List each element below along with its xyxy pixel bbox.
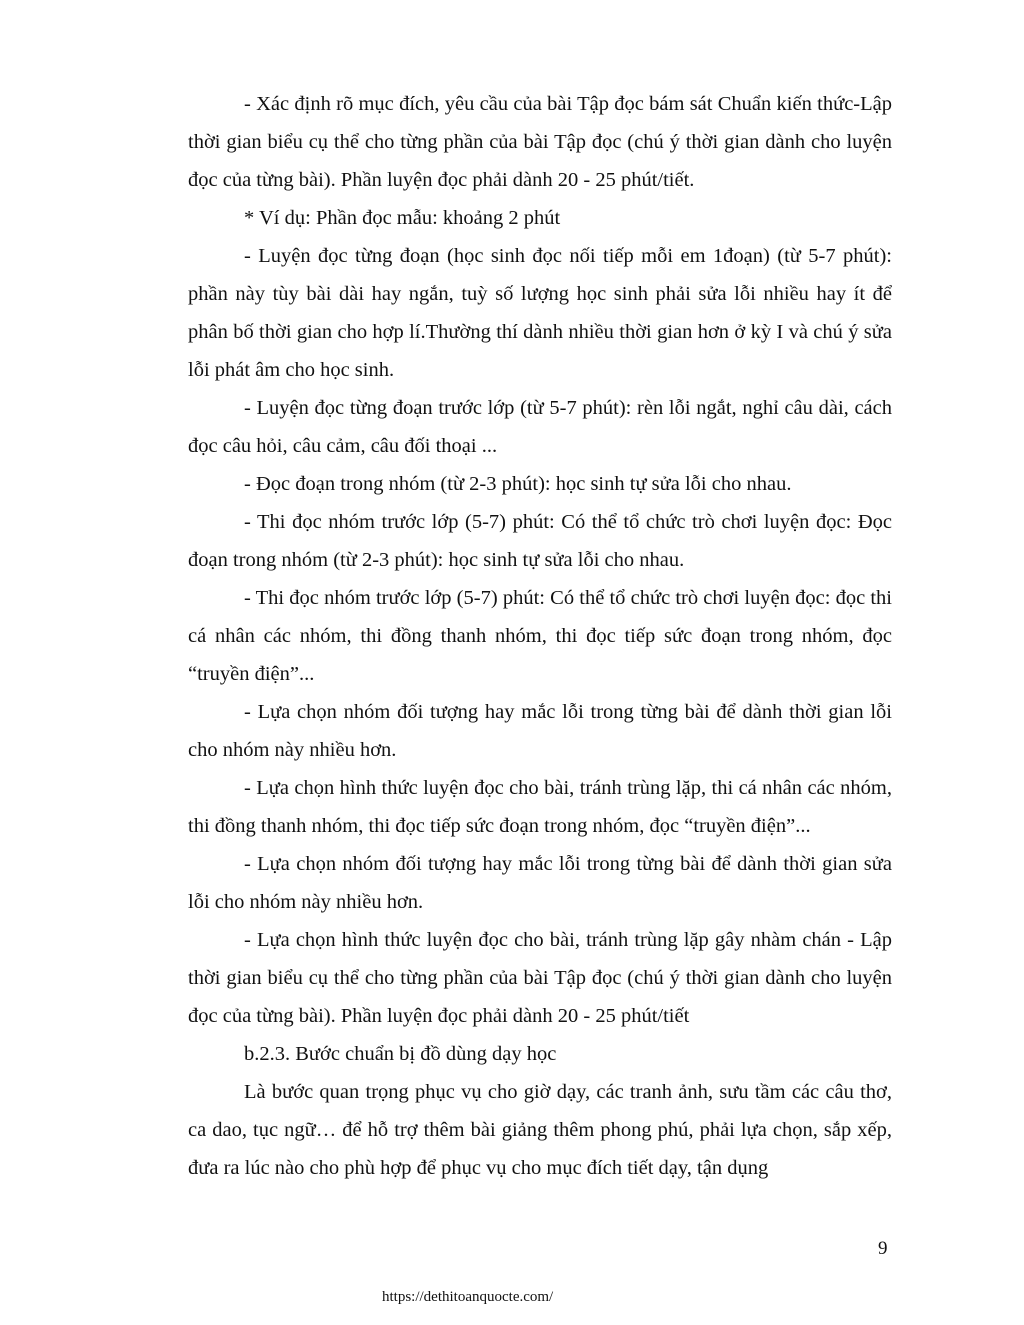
paragraph: - Lựa chọn hình thức luyện đọc cho bài, tránh trùng lặp, thi cá nhân các nhóm, thi đồng thanh nhóm, thi đọc tiếp sức đoạn trong nhóm, đọc “truyền điện”... (188, 777, 892, 837)
footer-url[interactable]: https://dethitoanquocte.com/ (382, 1289, 554, 1305)
paragraph: - Lựa chọn nhóm đối tượng hay mắc lỗi trong từng bài để dành thời gian sửa lỗi cho nhóm này nhiều hơn. (188, 853, 892, 913)
page-body (188, 85, 892, 1187)
paragraph: - Đọc đoạn trong nhóm (từ 2-3 phút): học sinh tự sửa lỗi cho nhau. (244, 473, 792, 495)
paragraph: - Luyện đọc từng đoạn (học sinh đọc nối tiếp mỗi em 1đoạn) (từ 5-7 phút): phần này tùy bài dài hay ngắn, tuỳ số lượng học sinh phải sửa lỗi nhiều hay ít để phân bố thời gian cho hợp lí.Thường thí dành nhiều thời gian hơn ở kỳ I và chú ý sửa lỗi phát âm cho học sinh. (188, 245, 892, 381)
paragraph: Là bước quan trọng phục vụ cho giờ dạy, các tranh ảnh, sưu tầm các câu thơ, ca dao, tục ngữ… để hỗ trợ thêm bài giảng thêm phong phú, phải lựa chọn, sắp xếp, đưa ra lúc nào cho phù hợp để phục vụ cho mục đích tiết dạy, tận dụng (188, 1081, 892, 1179)
page-number: 9 (878, 1238, 888, 1259)
paragraph: - Xác định rõ mục đích, yêu cầu của bài Tập đọc bám sát Chuẩn kiến thức-Lập thời gian biểu cụ thể cho từng phần của bài Tập đọc (chú ý thời gian dành cho luyện đọc của từng bài). Phần luyện đọc phải dành 20 - 25 phút/tiết. (188, 93, 892, 191)
paragraph: - Lựa chọn nhóm đối tượng hay mắc lỗi trong từng bài để dành thời gian lỗi cho nhóm này nhiều hơn. (188, 701, 892, 761)
paragraph: - Thi đọc nhóm trước lớp (5-7) phút: Có thể tổ chức trò chơi luyện đọc: đọc thi cá nhân các nhóm, thi đồng thanh nhóm, thi đọc tiếp sức đoạn trong nhóm, đọc “truyền điện”... (188, 587, 892, 685)
paragraph: - Lựa chọn hình thức luyện đọc cho bài, tránh trùng lặp gây nhàm chán - Lập thời gian biểu cụ thể cho từng phần của bài Tập đọc (chú ý thời gian dành cho luyện đọc của từng bài). Phần luyện đọc phải dành 20 - 25 phút/tiết (188, 929, 892, 1027)
paragraph: * Ví dụ: Phần đọc mẫu: khoảng 2 phút (244, 207, 561, 229)
section-heading: b.2.3. Bước chuẩn bị đồ dùng dạy học (244, 1043, 557, 1065)
paragraph: - Thi đọc nhóm trước lớp (5-7) phút: Có thể tổ chức trò chơi luyện đọc: Đọc đoạn trong nhóm (từ 2-3 phút): học sinh tự sửa lỗi cho nhau. (188, 511, 892, 571)
paragraph: - Luyện đọc từng đoạn trước lớp (từ 5-7 phút): rèn lỗi ngắt, nghỉ câu dài, cách đọc câu hỏi, câu cảm, câu đối thoại ... (188, 397, 892, 457)
